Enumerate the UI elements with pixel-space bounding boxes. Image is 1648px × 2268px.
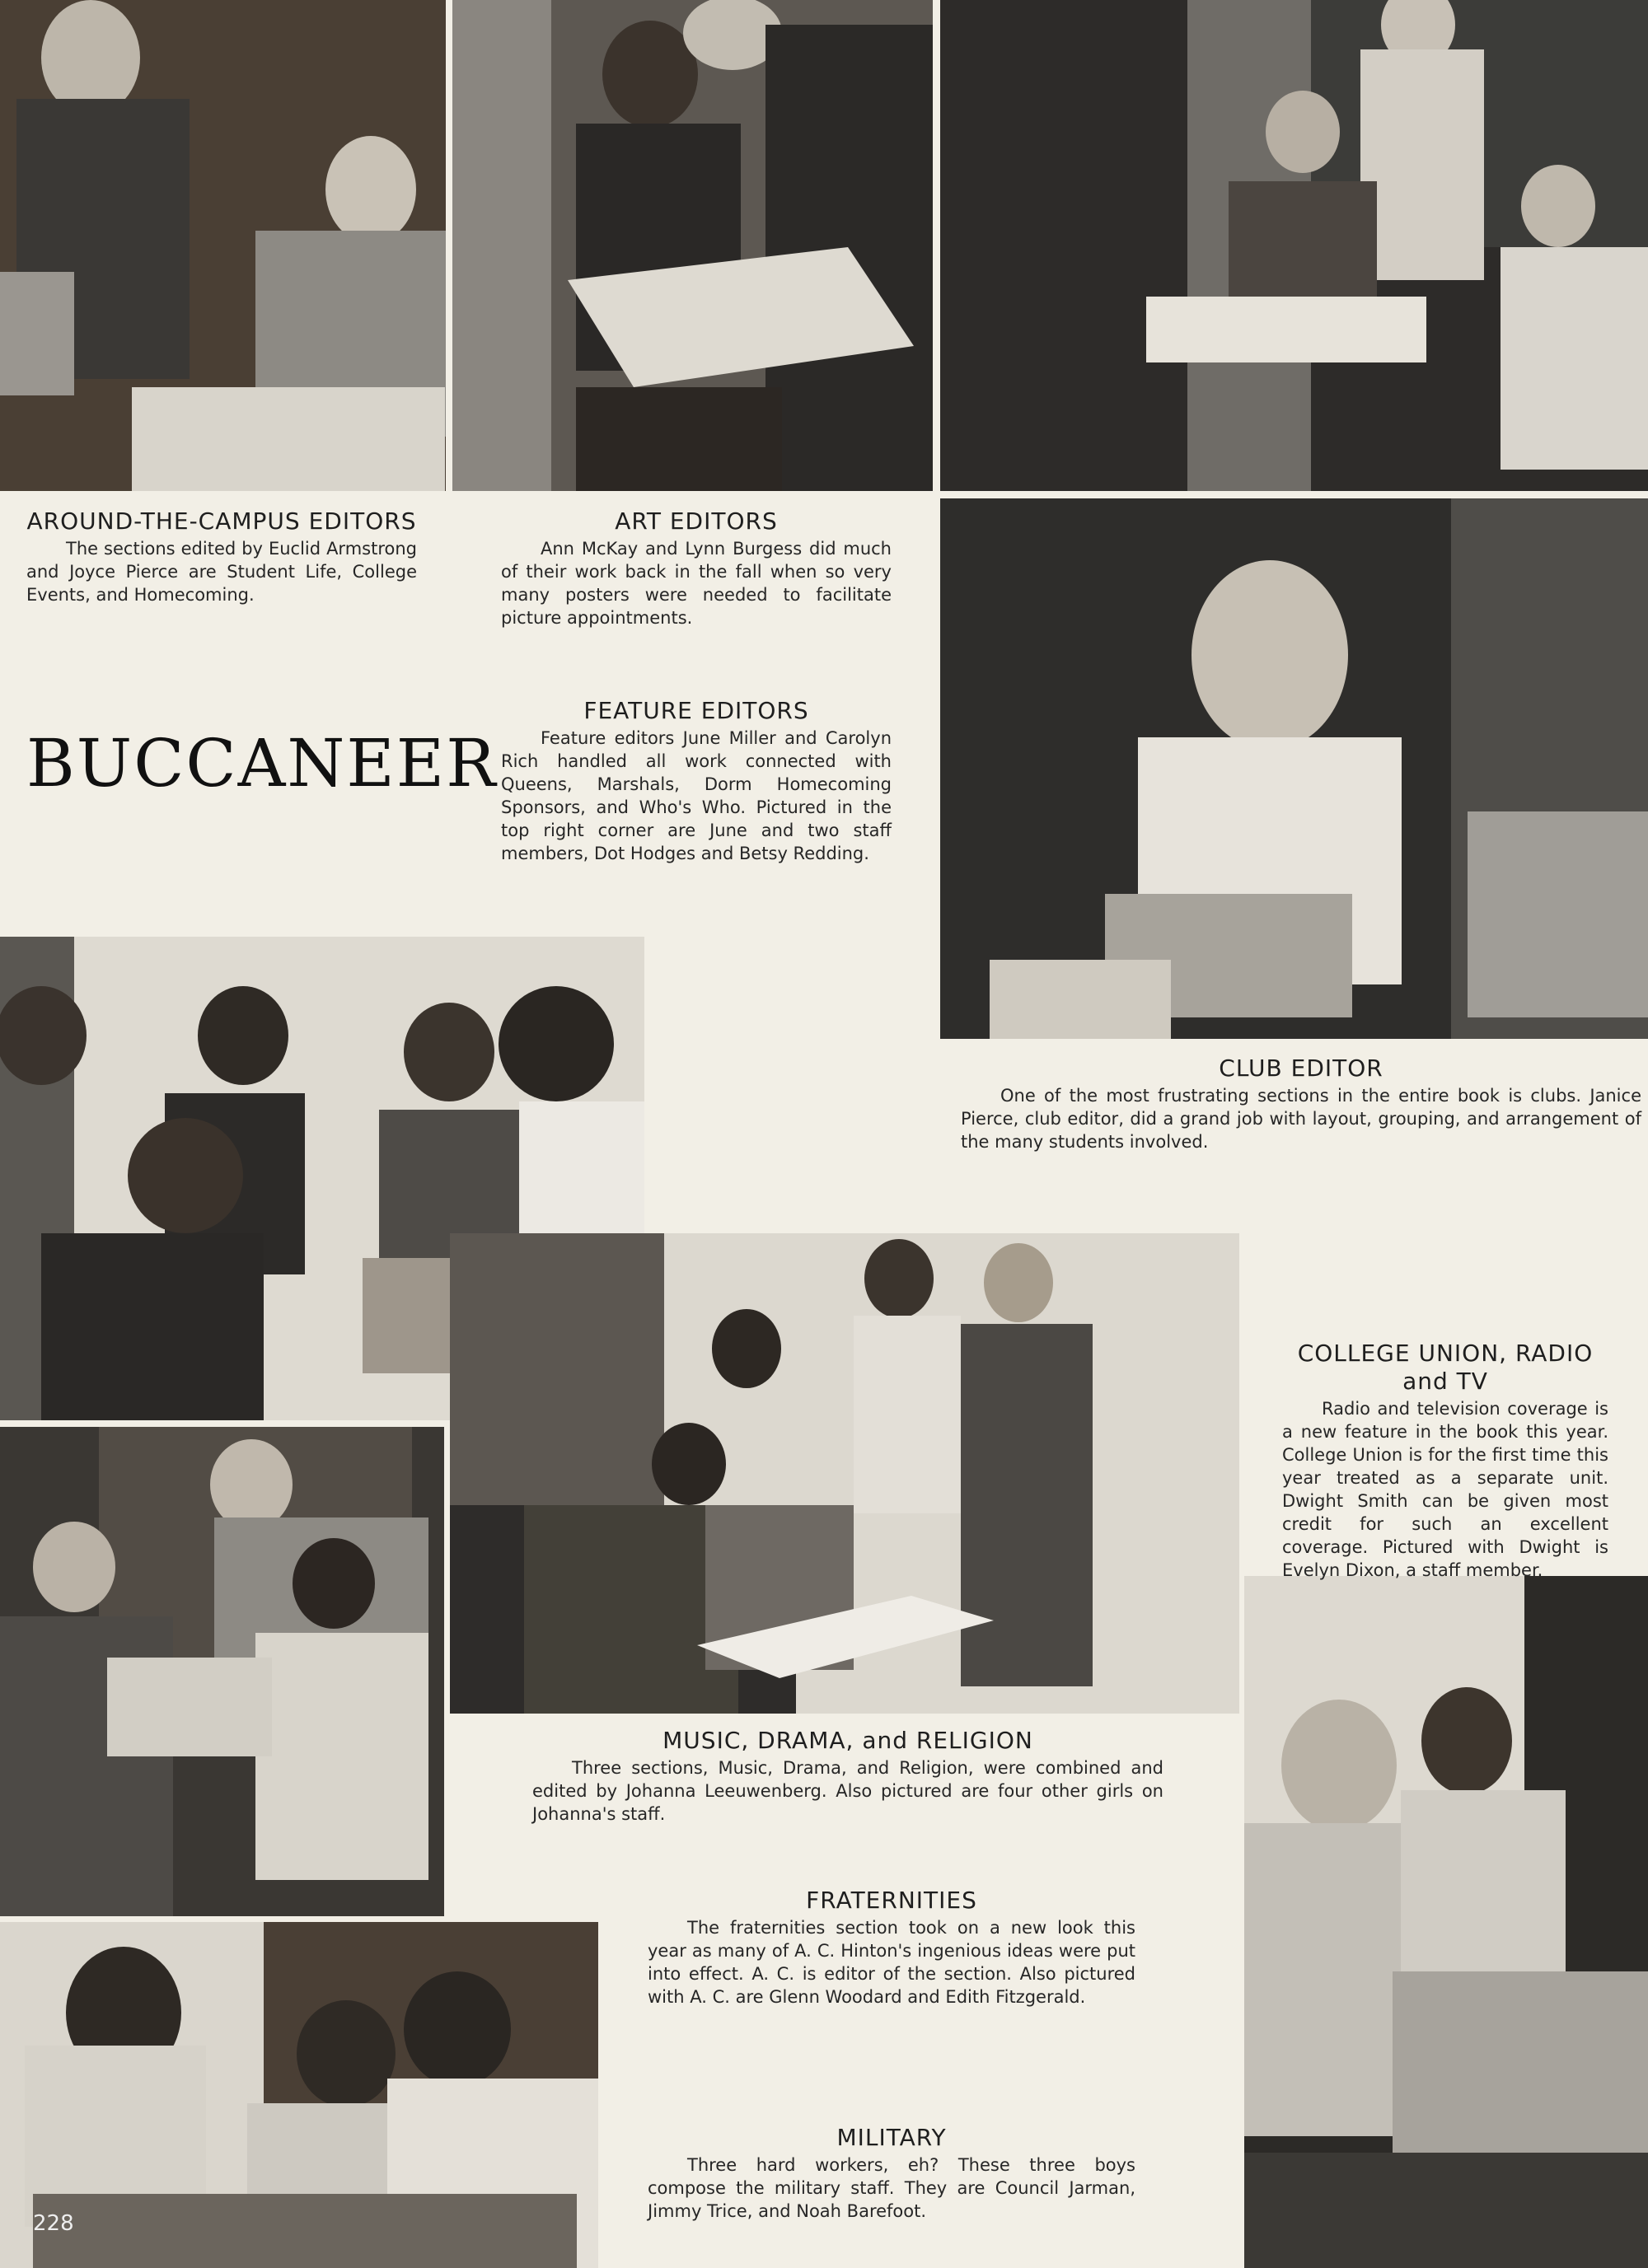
photo-club-editor (940, 498, 1648, 1039)
caption-body: The sections edited by Euclid Armstrong and Joyce Pierce are Student Life, College Events, and Homecoming. (26, 539, 417, 605)
caption-heading: MILITARY (836, 2124, 947, 2151)
caption-body: The fraternities section took on a new look this year as many of A. C. Hinton's ingenious ideas were put into effect. A. C. is editor of the section. Also pictured with A. C. are Glenn Woodard and Edith Fitzgerald. (648, 1918, 1135, 2007)
caption-body: Ann McKay and Lynn Burgess did much of their work back in the fall when so very many posters were needed to facilitate picture appointments. (501, 539, 892, 628)
caption-heading: FRATERNITIES (806, 1887, 977, 1914)
caption-heading: FEATURE EDITORS (583, 697, 809, 724)
masthead-title: BUCCANEER (26, 725, 498, 802)
caption-around-campus (26, 507, 417, 606)
caption-heading: CLUB EDITOR (1219, 1055, 1383, 1082)
photo-college-union-radio-tv (0, 1427, 444, 1916)
caption-heading: AROUND-THE-CAMPUS EDITORS (26, 507, 417, 535)
caption-military (648, 2124, 1135, 2223)
photo-military (0, 1922, 598, 2268)
caption-college-union (1282, 1340, 1608, 1582)
caption-body: Radio and television coverage is a new feature in the book this year. College Union is for the first time this year treated as a separate unit. Dwight Smith can be given most credit for such an excellent coverage. Pictured with Dwight is Evelyn Dixon, a staff member. (1282, 1399, 1608, 1580)
caption-heading: MUSIC, DRAMA, and RELIGION (662, 1727, 1033, 1754)
photo-around-campus-editors (0, 0, 446, 491)
caption-heading: ART EDITORS (615, 507, 778, 535)
caption-feature-editors (501, 697, 892, 865)
caption-body: Feature editors June Miller and Carolyn Rich handled all work connected with Queens, Marshals, Dorm Homecoming Sponsors, and Who's Who. Pictured in the top right corner are June and two staff members, Dot Hodges and Betsy Redding. (501, 728, 892, 863)
caption-body: Three hard workers, eh? These three boys compose the military staff. They are Council Jarman, Jimmy Trice, and Noah Barefoot. (648, 2155, 1135, 2221)
caption-music-drama-religion (532, 1727, 1163, 1826)
photo-music-editors (450, 1233, 1239, 1714)
caption-body: One of the most frustrating sections in the entire book is clubs. Janice Pierce, club editor, did a grand job with layout, grouping, and arrangement of the many students involved. (961, 1086, 1641, 1152)
caption-fraternities (648, 1887, 1135, 2008)
caption-club-editor (961, 1055, 1641, 1153)
caption-body: Three sections, Music, Drama, and Religion, were combined and edited by Johanna Leeuwenberg. Also pictured are four other girls on Johanna's staff. (532, 1758, 1163, 1824)
caption-heading: COLLEGE UNION, RADIO and TV (1297, 1340, 1594, 1395)
caption-art-editors (501, 507, 892, 629)
photo-art-editors (452, 0, 933, 491)
photo-fraternities (1244, 1576, 1648, 2268)
page-number: 228 (33, 2211, 74, 2236)
photo-feature-editors (940, 0, 1648, 491)
